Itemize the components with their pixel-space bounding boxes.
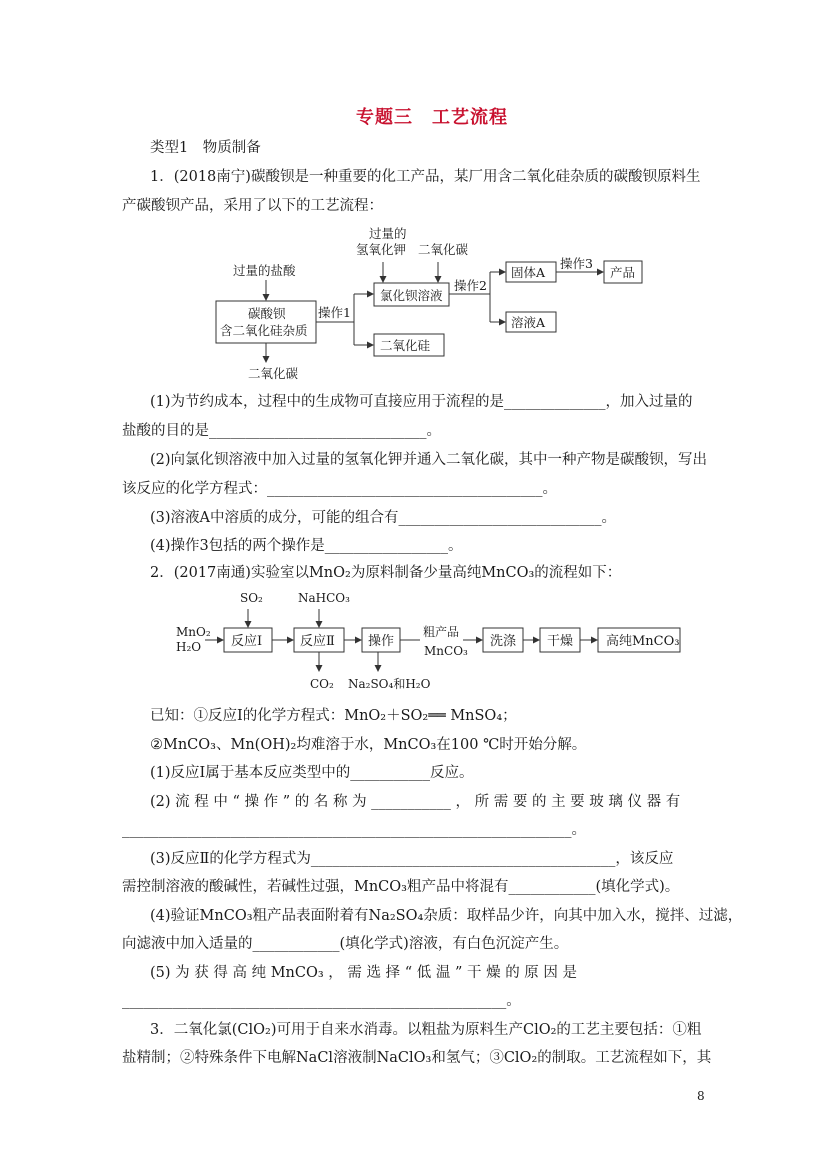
q2-known-2: ②MnCO₃、Mn(OH)₂均难溶于水，MnCO₃在100 ℃时开始分解。: [150, 737, 587, 753]
q2-stem: 2．(2017南通)实验室以MnO₂为原料制备少量高纯MnCO₃的流程如下：: [150, 565, 622, 581]
diagram-label-box-raw-1: 碳酸钡: [248, 306, 286, 321]
diagram-label-box-product: 产品: [610, 265, 636, 280]
diagram-label-box-sio2: 二氧化硅: [380, 338, 431, 353]
page-number: 8: [697, 1089, 705, 1103]
diagram-label-crude-1: 粗产品: [423, 625, 460, 639]
diagram-label-box-raw-2: 含二氧化硅杂质: [220, 323, 308, 338]
diagram-label-out-co2: CO₂: [310, 677, 334, 691]
q1-p4: (4)操作3包括的两个操作是_________________。: [150, 538, 463, 554]
diagram-label-so2: SO₂: [240, 591, 263, 605]
diagram-label-nahco3: NaHCO₃: [298, 591, 350, 605]
diagram-label-box-r1: 反应Ⅰ: [231, 634, 263, 649]
diagram-label-in-mno2: MnO₂: [176, 625, 211, 639]
diagram-label-reagent-koh-2: 氢氧化钾: [356, 242, 407, 257]
diagram-label-box-dry: 干燥: [547, 634, 574, 649]
diagram-label-op2: 操作2: [454, 278, 487, 293]
q3-line2: 盐精制；②特殊条件下电解NaCl溶液制NaClO₃和氢气；③ClO₂的制取。工艺流程如下，其: [122, 1050, 712, 1066]
q1-p1-line1: (1)为节约成本，过程中的生成物可直接应用于流程的是______________，加入过量的: [150, 394, 693, 410]
q1-stem-line1: 1．(2018南宁)碳酸钡是一种重要的化工产品，某厂用含二氧化硅杂质的碳酸钡原料生: [150, 169, 701, 185]
diagram-label-in-h2o: H₂O: [176, 640, 202, 654]
diagram-label-reagent-hcl: 过量的盐酸: [233, 263, 296, 278]
diagram-label-box-pure: 高纯MnCO₃: [606, 634, 680, 649]
q1-stem-line2: 产碳酸钡产品，采用了以下的工艺流程：: [122, 198, 383, 214]
q2-p5-line2: _____________________________________________________。: [122, 993, 521, 1009]
diagram-label-box-wash: 洗涤: [490, 634, 517, 649]
diagram-label-reagent-koh-1: 过量的: [369, 226, 407, 241]
q1-p2-line1: (2)向氯化钡溶液中加入过量的氢氧化钾并通入二氧化碳，其中一种产物是碳酸钡，写出: [150, 452, 708, 468]
diagram-label-op3: 操作3: [560, 256, 593, 271]
q2-p2-line2: ______________________________________________________________。: [122, 822, 586, 838]
q2-p4-line2: 向滤液中加入适量的____________(填化学式)溶液，有白色沉淀产生。: [122, 936, 569, 952]
page-title: 专题三 工艺流程: [356, 107, 508, 128]
diagram-label-crude-2: MnCO₃: [424, 644, 468, 658]
diagram-label-reagent-co2-in: 二氧化碳: [418, 242, 469, 257]
diagram-label-box-bacl2: 氯化钡溶液: [380, 288, 443, 303]
q2-p3-line2: 需控制溶液的酸碱性，若碱性过强，MnCO₃粗产品中将混有____________(填化学式)。: [122, 879, 680, 895]
q1-p2-line2: 该反应的化学方程式：______________________________________。: [122, 481, 557, 497]
q2-p2-line1: (2) 流 程 中 “ 操 作 ” 的 名 称 为 ___________ ， 所 需 要 的 主 要 玻 璃 仪 器 有: [150, 794, 681, 810]
q1-flow-diagram: [0, 0, 827, 400]
diagram-label-out-co2: 二氧化碳: [248, 366, 299, 381]
q2-p4-line1: (4)验证MnCO₃粗产品表面附着有Na₂SO₄杂质：取样品少许，向其中加入水，搅拌、过滤，: [150, 908, 743, 924]
q2-p3-line1: (3)反应Ⅱ的化学方程式为__________________________________________，该反应: [150, 851, 674, 867]
diagram-label-box-r2: 反应Ⅱ: [300, 634, 335, 649]
q2-known-1: 已知：①反应Ⅰ的化学方程式：MnO₂＋SO₂══ MnSO₄；: [150, 708, 517, 724]
diagram-label-box-op: 操作: [368, 634, 395, 649]
diagram-label-out-na2so4: Na₂SO₄和H₂O: [348, 677, 431, 691]
section-heading: 类型1 物质制备: [150, 140, 261, 156]
q2-p5-line1: (5) 为 获 得 高 纯 MnCO₃ ， 需 选 择 “ 低 温 ” 干 燥 的 原 因 是: [150, 965, 578, 981]
diagram-label-op1: 操作1: [318, 305, 351, 320]
q2-p1: (1)反应Ⅰ属于基本反应类型中的___________反应。: [150, 765, 474, 781]
q2-flow-diagram: [0, 585, 827, 700]
q3-line1: 3．二氧化氯(ClO₂)可用于自来水消毒。以粗盐为原料生产ClO₂的工艺主要包括：①粗: [150, 1022, 702, 1038]
diagram-label-box-solution-a: 溶液A: [511, 315, 546, 330]
q1-p1-line2: 盐酸的目的是______________________________。: [122, 423, 441, 439]
diagram-label-box-solid-a: 固体A: [511, 265, 546, 280]
q1-p3: (3)溶液A中溶质的成分，可能的组合有____________________________。: [150, 510, 617, 526]
